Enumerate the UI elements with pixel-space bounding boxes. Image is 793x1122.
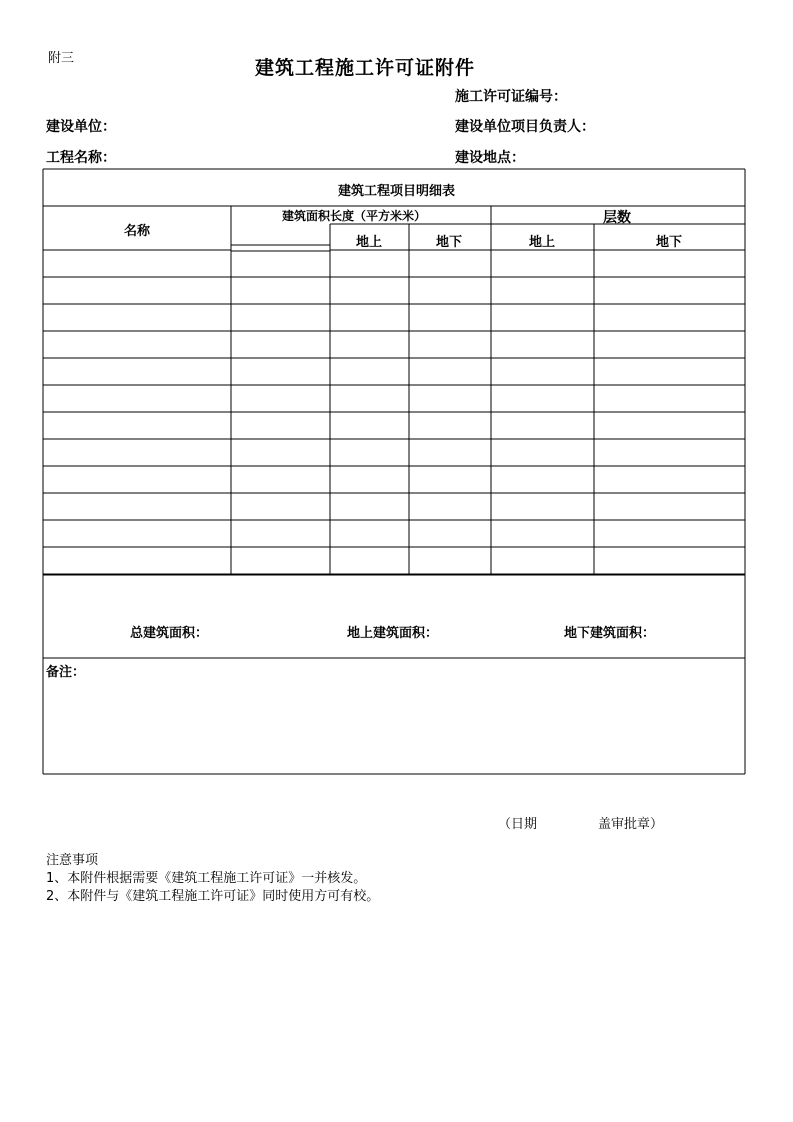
column-header-area-above: 地上	[356, 235, 383, 250]
column-header-area-below: 地下	[436, 235, 463, 250]
note-item: 2、本附件与《建筑工程施工许可证》同时使用方可有校。	[46, 889, 380, 904]
column-header-area: 建筑面积长度（平方米米）	[282, 209, 427, 223]
project-name-label: 工程名称：	[46, 150, 116, 166]
unit-manager-label: 建设单位项目负责人：	[455, 119, 595, 135]
note-item: 1、本附件根据需要《建筑工程施工许可证》一并核发。	[46, 871, 367, 886]
table-title: 建筑工程项目明细表	[337, 184, 455, 199]
date-label: （日期	[498, 817, 538, 832]
page-title: 建筑工程施工许可证附件	[255, 57, 476, 79]
below-ground-area-label: 地下建筑面积：	[564, 626, 656, 641]
location-label: 建设地点：	[455, 150, 525, 166]
notes-title: 注意事项	[46, 853, 99, 868]
column-header-floors: 层数	[603, 210, 631, 226]
column-header-floors-above: 地上	[529, 235, 556, 250]
total-area-label: 总建筑面积：	[130, 626, 209, 641]
attachment-label: 附三	[48, 51, 75, 66]
column-header-name: 名称	[124, 224, 151, 239]
remarks-label: 备注：	[46, 665, 86, 680]
column-header-floors-below: 地下	[656, 235, 683, 250]
above-ground-area-label: 地上建筑面积：	[347, 626, 439, 641]
seal-label: 盖审批章）	[598, 817, 664, 832]
construction-unit-label: 建设单位：	[46, 119, 116, 135]
permit-number-label: 施工许可证编号：	[455, 89, 567, 105]
